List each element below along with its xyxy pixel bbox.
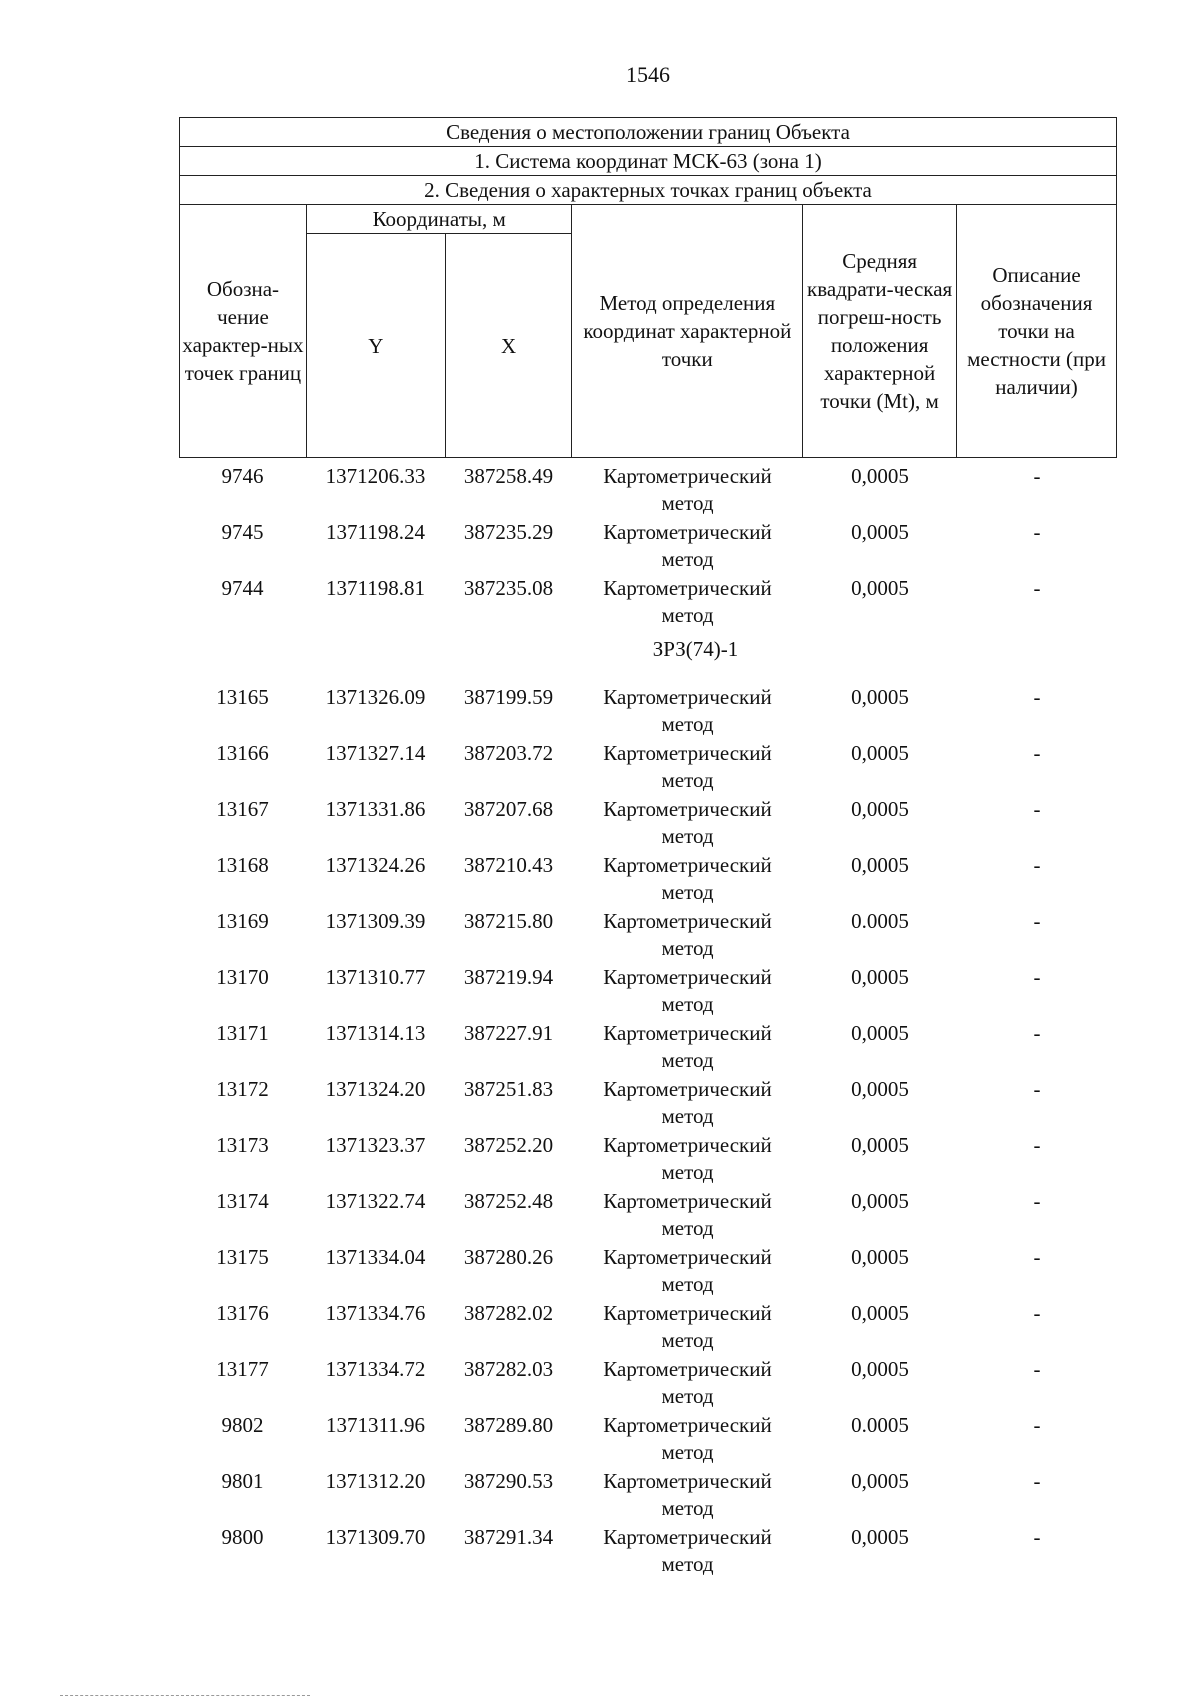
table-row [179, 1132, 1117, 1188]
description-cell: - [1033, 1525, 1041, 1549]
coordinate-y-cell: 1371322.74 [325, 1189, 426, 1213]
coordinate-x-cell: 387227.91 [463, 1021, 554, 1045]
table-row [179, 1524, 1117, 1580]
coordinate-y-cell: 1371311.96 [326, 1413, 425, 1437]
method-line-2: метод [661, 1552, 714, 1576]
error-cell: 0,0005 [851, 1357, 909, 1381]
description-cell: - [1033, 797, 1041, 821]
description-cell: - [1033, 520, 1041, 544]
point-id-cell: 13176 [216, 1301, 269, 1325]
error-cell: 0,0005 [851, 853, 909, 877]
point-id-cell: 13170 [216, 965, 269, 989]
method-line-1: Картометрический [603, 909, 772, 933]
coordinate-x-cell: 387235.29 [463, 520, 554, 544]
point-id-cell: 13174 [216, 1189, 269, 1213]
boundary-points-list [179, 463, 1117, 1580]
error-cell: 0,0005 [851, 1189, 909, 1213]
method-line-2: метод [661, 1328, 714, 1352]
point-id-cell: 13169 [216, 909, 269, 933]
table-row [179, 740, 1117, 796]
point-id-cell: 13171 [216, 1021, 269, 1045]
section-label: ЗРЗ(74)-1 [652, 637, 739, 661]
table-row [179, 1188, 1117, 1244]
error-cell: 0,0005 [851, 464, 909, 488]
method-line-1: Картометрический [603, 464, 772, 488]
method-cell [572, 1468, 803, 1524]
coordinate-x-cell: 387199.59 [463, 685, 554, 709]
coordinate-x-cell: 387280.26 [463, 1245, 554, 1269]
coordinate-x-cell: 387258.49 [463, 464, 554, 488]
error-cell: 0,0005 [851, 1525, 909, 1549]
coordinate-y-cell: 1371206.33 [325, 464, 426, 488]
coordinate-x-cell: 387252.48 [463, 1189, 554, 1213]
points-section-title: 2. Сведения о характерных точках границ объекта [180, 176, 1117, 205]
boundary-header-table [179, 117, 1117, 458]
column-header-x: X [445, 234, 572, 458]
method-line-1: Картометрический [603, 965, 772, 989]
description-cell: - [1033, 1469, 1041, 1493]
point-id-cell: 13165 [216, 685, 269, 709]
method-line-1: Картометрический [603, 1133, 772, 1157]
description-cell: - [1033, 1357, 1041, 1381]
coordinate-x-cell: 387219.94 [463, 965, 554, 989]
coordinate-x-cell: 387290.53 [463, 1469, 554, 1493]
method-line-1: Картометрический [603, 520, 772, 544]
coordinate-y-cell: 1371334.72 [325, 1357, 426, 1381]
points-group-a [179, 463, 1117, 631]
method-cell [572, 1524, 803, 1580]
description-cell: - [1033, 909, 1041, 933]
coordinate-y-cell: 1371198.24 [326, 520, 425, 544]
method-cell [572, 964, 803, 1020]
description-cell: - [1033, 576, 1041, 600]
method-line-2: метод [661, 712, 714, 736]
coordinate-x-cell: 387210.43 [463, 853, 554, 877]
method-line-2: метод [661, 491, 714, 515]
method-line-2: метод [661, 1440, 714, 1464]
method-cell [572, 1356, 803, 1412]
table-row [179, 1412, 1117, 1468]
table-row [179, 1468, 1117, 1524]
coordinate-x-cell: 387207.68 [463, 797, 554, 821]
table-row [179, 1020, 1117, 1076]
description-cell: - [1033, 1413, 1041, 1437]
method-cell [572, 684, 803, 740]
description-cell: - [1033, 1301, 1041, 1325]
point-id-cell: 13172 [216, 1077, 269, 1101]
method-line-2: метод [661, 1496, 714, 1520]
description-cell: - [1033, 1245, 1041, 1269]
coordinate-y-cell: 1371327.14 [325, 741, 426, 765]
table-row [179, 908, 1117, 964]
description-cell: - [1033, 464, 1041, 488]
coordinate-y-cell: 1371323.37 [325, 1133, 426, 1157]
method-line-2: метод [661, 880, 714, 904]
coordinate-x-cell: 387251.83 [463, 1077, 554, 1101]
method-cell [572, 740, 803, 796]
method-cell [572, 796, 803, 852]
point-id-cell: 9745 [221, 520, 264, 544]
method-line-1: Картометрический [603, 1469, 772, 1493]
description-cell: - [1033, 685, 1041, 709]
error-cell: 0,0005 [851, 741, 909, 765]
point-id-cell: 13177 [216, 1357, 269, 1381]
table-row [179, 1356, 1117, 1412]
column-header-description: Описание обозначения точки на местности (при наличии) [957, 205, 1117, 458]
method-line-1: Картометрический [603, 1357, 772, 1381]
error-cell: 0.0005 [851, 909, 909, 933]
table-row [179, 463, 1117, 519]
method-line-2: метод [661, 1160, 714, 1184]
method-line-1: Картометрический [603, 1077, 772, 1101]
description-cell: - [1033, 1189, 1041, 1213]
method-cell [572, 1244, 803, 1300]
points-group-b [179, 684, 1117, 1580]
method-cell [572, 1132, 803, 1188]
point-id-cell: 13166 [216, 741, 269, 765]
table-row [179, 575, 1117, 631]
coordinate-y-cell: 1371309.39 [325, 909, 426, 933]
page-number: 1546 [626, 62, 670, 87]
error-cell: 0.0005 [851, 1413, 909, 1437]
error-cell: 0,0005 [851, 1301, 909, 1325]
description-cell: - [1033, 853, 1041, 877]
scan-edge-line [60, 1695, 310, 1696]
point-id-cell: 9800 [221, 1525, 264, 1549]
coordinate-x-cell: 387289.80 [463, 1413, 554, 1437]
method-line-2: метод [661, 1384, 714, 1408]
method-line-2: метод [661, 603, 714, 627]
error-cell: 0,0005 [851, 685, 909, 709]
description-cell: - [1033, 1021, 1041, 1045]
method-line-1: Картометрический [603, 1301, 772, 1325]
method-line-1: Картометрический [603, 685, 772, 709]
method-line-1: Картометрический [603, 1413, 772, 1437]
method-line-1: Картометрический [603, 1245, 772, 1269]
method-cell [572, 1412, 803, 1468]
method-line-2: метод [661, 1216, 714, 1240]
error-cell: 0,0005 [851, 576, 909, 600]
error-cell: 0,0005 [851, 1245, 909, 1269]
coordinate-x-cell: 387215.80 [463, 909, 554, 933]
coordinate-y-cell: 1371324.20 [325, 1077, 426, 1101]
coordinate-y-cell: 1371198.81 [326, 576, 425, 600]
table-row [179, 1300, 1117, 1356]
coordinate-system-title: 1. Система координат МСК-63 (зона 1) [180, 147, 1117, 176]
column-header-error: Средняя квадрати-ческая погреш-ность положения характерной точки (Mt), м [803, 205, 957, 458]
column-header-method: Метод определения координат характерной точки [572, 205, 803, 458]
method-line-2: метод [661, 768, 714, 792]
method-line-2: метод [661, 1272, 714, 1296]
coordinate-x-cell: 387291.34 [463, 1525, 554, 1549]
method-line-1: Картометрический [603, 1021, 772, 1045]
error-cell: 0,0005 [851, 1077, 909, 1101]
table-row [179, 852, 1117, 908]
description-cell: - [1033, 1133, 1041, 1157]
coordinate-x-cell: 387282.03 [463, 1357, 554, 1381]
method-line-1: Картометрический [603, 576, 772, 600]
method-cell [572, 1188, 803, 1244]
table-row [179, 1244, 1117, 1300]
method-cell [572, 1300, 803, 1356]
point-id-cell: 9744 [221, 576, 264, 600]
coordinate-y-cell: 1371331.86 [325, 797, 426, 821]
point-id-cell: 9746 [221, 464, 264, 488]
method-line-1: Картометрический [603, 1189, 772, 1213]
coordinate-x-cell: 387252.20 [463, 1133, 554, 1157]
method-line-2: метод [661, 547, 714, 571]
coordinate-y-cell: 1371314.13 [325, 1021, 426, 1045]
error-cell: 0,0005 [851, 1469, 909, 1493]
method-line-2: метод [661, 1104, 714, 1128]
method-line-2: метод [661, 936, 714, 960]
coordinate-y-cell: 1371310.77 [325, 965, 426, 989]
error-cell: 0,0005 [851, 520, 909, 544]
method-line-2: метод [661, 992, 714, 1016]
method-cell [572, 908, 803, 964]
coordinate-x-cell: 387282.02 [463, 1301, 554, 1325]
table-row [179, 519, 1117, 575]
method-cell [572, 1076, 803, 1132]
point-id-cell: 13173 [216, 1133, 269, 1157]
method-line-1: Картометрический [603, 1525, 772, 1549]
coordinate-x-cell: 387203.72 [463, 741, 554, 765]
column-header-point-id: Обозна-чение характер-ных точек границ [180, 205, 307, 458]
method-line-1: Картометрический [603, 853, 772, 877]
error-cell: 0,0005 [851, 1133, 909, 1157]
error-cell: 0,0005 [851, 1021, 909, 1045]
description-cell: - [1033, 741, 1041, 765]
coordinate-y-cell: 1371334.76 [325, 1301, 426, 1325]
coordinate-y-cell: 1371334.04 [325, 1245, 426, 1269]
coordinate-y-cell: 1371324.26 [325, 853, 426, 877]
description-cell: - [1033, 1077, 1041, 1101]
coordinate-x-cell: 387235.08 [463, 576, 554, 600]
column-header-y: Y [306, 234, 445, 458]
point-id-cell: 13175 [216, 1245, 269, 1269]
table-row [179, 796, 1117, 852]
description-cell: - [1033, 965, 1041, 989]
table-row [179, 1076, 1117, 1132]
point-id-cell: 9802 [221, 1413, 264, 1437]
table-row [179, 964, 1117, 1020]
error-cell: 0,0005 [851, 965, 909, 989]
method-cell [572, 575, 803, 631]
coordinate-y-cell: 1371312.20 [325, 1469, 426, 1493]
method-cell [572, 852, 803, 908]
method-cell [572, 463, 803, 519]
table-title: Сведения о местоположении границ Объекта [180, 118, 1117, 147]
column-header-coordinates: Координаты, м [306, 205, 572, 234]
point-id-cell: 13167 [216, 797, 269, 821]
coordinate-y-cell: 1371309.70 [325, 1525, 426, 1549]
method-line-2: метод [661, 824, 714, 848]
method-cell [572, 519, 803, 575]
method-cell [572, 1020, 803, 1076]
method-line-1: Картометрический [603, 741, 772, 765]
point-id-cell: 13168 [216, 853, 269, 877]
method-line-2: метод [661, 1048, 714, 1072]
method-line-1: Картометрический [603, 797, 772, 821]
point-id-cell: 9801 [221, 1469, 264, 1493]
error-cell: 0,0005 [851, 797, 909, 821]
coordinate-y-cell: 1371326.09 [325, 685, 426, 709]
table-row [179, 684, 1117, 740]
